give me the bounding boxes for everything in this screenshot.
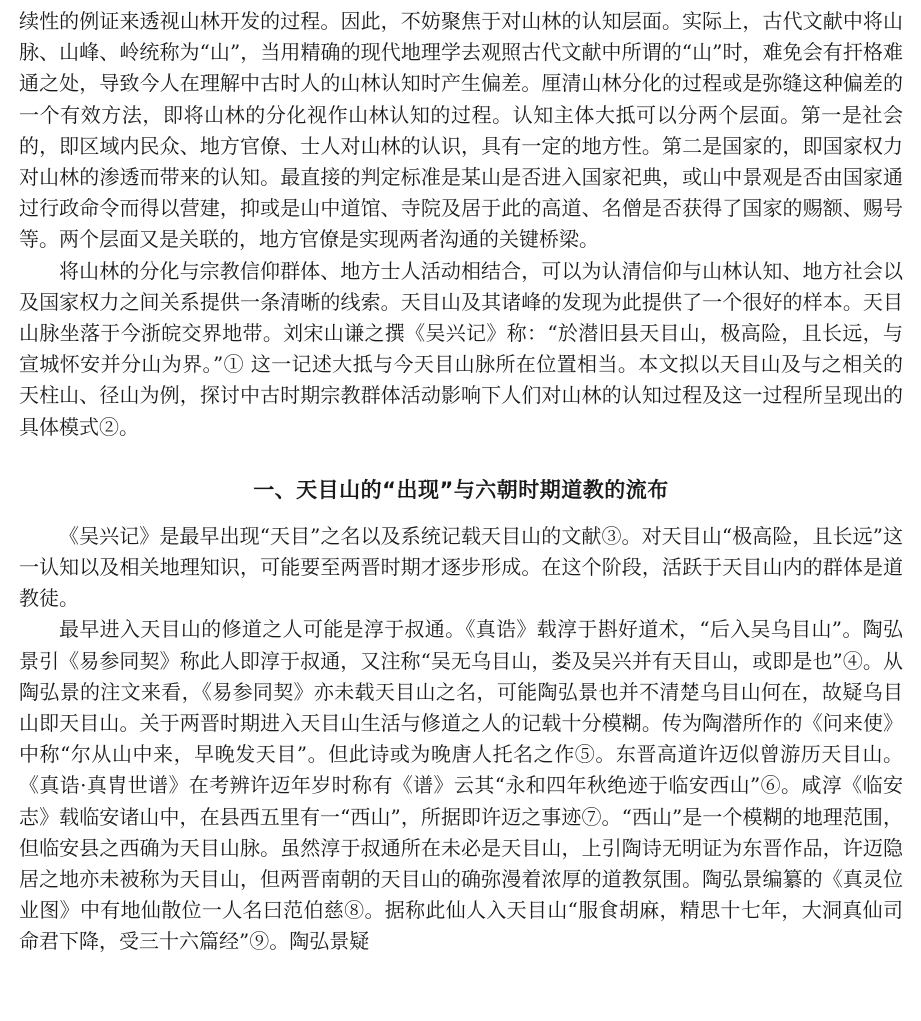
section-heading: 一、天目山的“出现”与六朝时期道教的流布	[253, 477, 669, 502]
document-page	[19, 6, 903, 958]
section-spacer	[19, 443, 903, 459]
body-paragraph: 续性的例证来透视山林开发的过程。因此，不妨聚焦于对山林的认知层面。实际上，古代文献中将山脉、山峰、岭统称为“山”，当用精确的现代地理学去观照古代文献中所谓的“山”时，难免会有扞格难通之处，导致今人在理解中古时人的山林认知时产生偏差。厘清山林分化的过程或是弥缝这种偏差的一个有效方法，即将山林的分化视作山林认知的过程。认知主体大抵可以分两个层面。第一是社会的，即区域内民众、地方官僚、士人对山林的认识，具有一定的地方性。第二是国家的，即国家权力对山林的渗透而带来的认知。最直接的判定标准是某山是否进入国家祀典，或山中景观是否由国家通过行政命令而得以营建，抑或是山中道馆、寺院及居于此的高道、名僧是否获得了国家的赐额、赐号等。两个层面又是关联的，地方官僚是实现两者沟通的关键桥梁。	[19, 9, 903, 252]
body-paragraph: 最早进入天目山的修道之人可能是淳于叔通。《真诰》载淳于斟好道术，“后入吴乌目山”。陶弘景引《易参同契》称此人即淳于叔通，又注称“吴无乌目山，娄及吴兴并有天目山，或即是也”④。从陶弘景的注文来看，《易参同契》亦未载天目山之名，可能陶弘景也并不清楚乌目山何在，故疑乌目山即天目山。关于两晋时期进入天目山生活与修道之人的记载十分模糊。传为陶潜所作的《问来使》中称“尔从山中来，早晚发天目”。但此诗或为晚唐人托名之作⑤。东晋高道许迈似曾游历天目山。《真诰·真胄世谱》在考辨许迈年岁时称有《谱》云其“永和四年秋绝迹于临安西山”⑥。咸淳《临安志》载临安诸山中，在县西五里有一“西山”，所据即许迈之事迹⑦。“西山”是一个模糊的地理范围，但临安县之西确为天目山脉。虽然淳于叔通所在未必是天目山，上引陶诗无明证为东晋作品，许迈隐居之地亦未被称为天目山，但两晋南朝的天目山的确弥漫着浓厚的道教氛围。陶弘景编纂的《真灵位业图》中有地仙散位一人名曰范伯慈⑧。据称此仙人入天目山“服食胡麻，精思十七年，大洞真仙司命君下降，受三十六篇经”⑨。陶弘景疑	[19, 617, 903, 954]
body-paragraph: 《吴兴记》是最早出现“天目”之名以及系统记载天目山的文献③。对天目山“极高险，且长远”这一认知以及相关地理知识，可能要至两晋时期才逐步形成。在这个阶段，活跃于天目山内的群体是道教徒。	[19, 523, 903, 611]
body-paragraph: 将山林的分化与宗教信仰群体、地方士人活动相结合，可以为认清信仰与山林认知、地方社会以及国家权力之间关系提供一条清晰的线索。天目山及其诸峰的发现为此提供了一个很好的样本。天目山脉坐落于今浙皖交界地带。刘宋山谦之撰《吴兴记》称：“於潜旧县天目山，极高险，且长远，与宣城怀安并分山为界。”① 这一记述大抵与今天目山脉所在位置相当。本文拟以天目山及与之相关的天柱山、径山为例，探讨中古时期宗教群体活动影响下人们对山林的认知过程及这一过程所呈现出的具体模式②。	[19, 258, 903, 439]
